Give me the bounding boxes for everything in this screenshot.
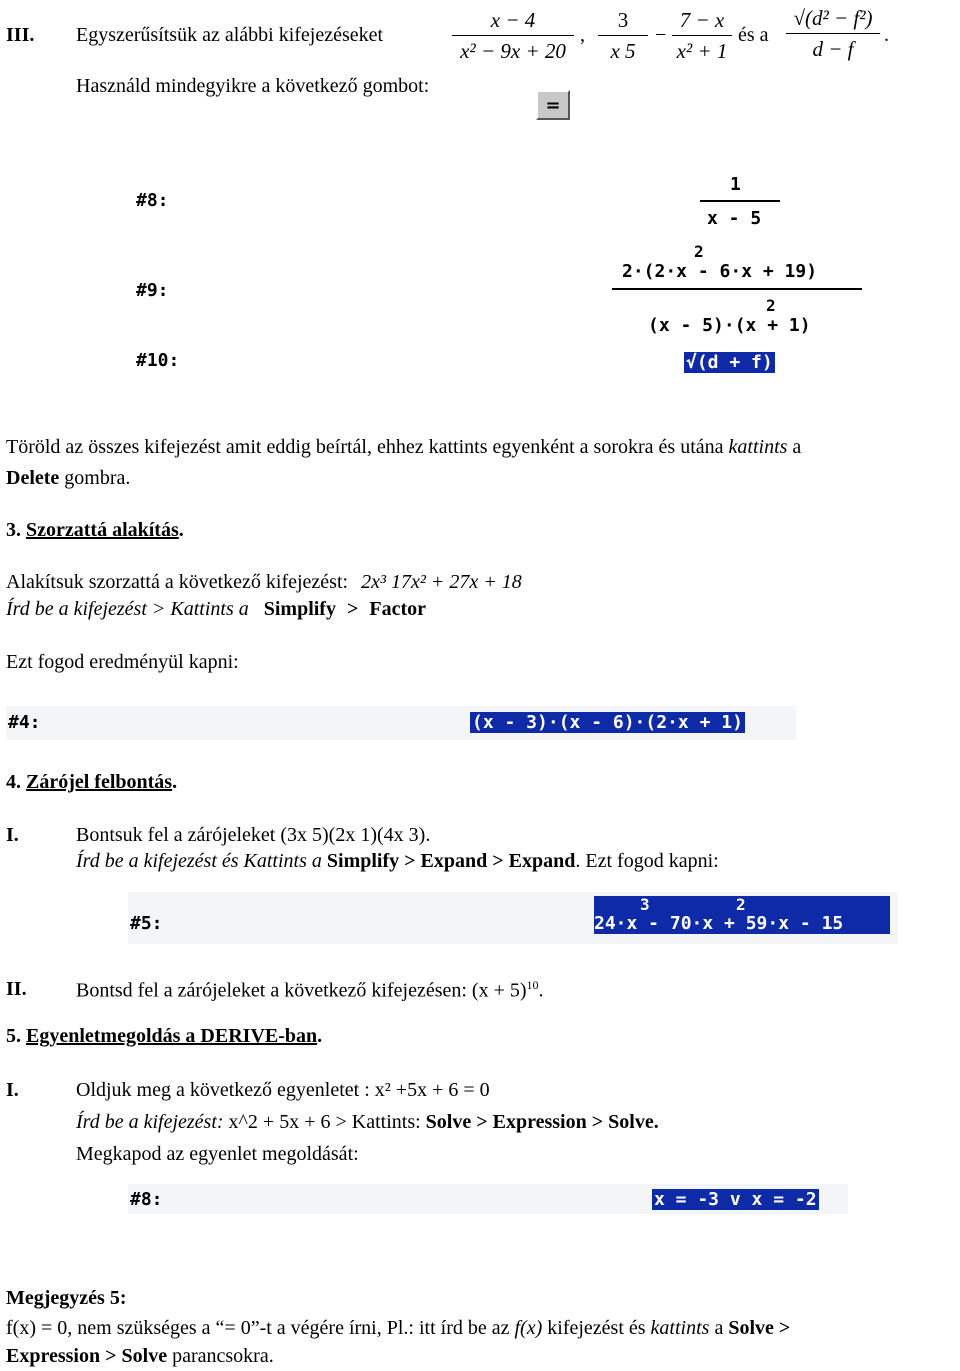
solve-result-label: #8: [130, 1189, 163, 1210]
expand-instruction: Írd be a kifejezést és Kattints a [76, 850, 322, 872]
note-expression: Expression [6, 1345, 101, 1367]
derive-line-label-9: #9: [136, 280, 169, 301]
derive9-exponent-1: 2 [694, 242, 704, 261]
solve-item-number: I. [6, 1079, 19, 1101]
solve-expr: x^2 + 5x + 6 > Kattints: [228, 1111, 421, 1133]
fraction-2-denominator: x 5 [610, 39, 636, 63]
factor-line-1 [6, 571, 522, 594]
delete-rest: gombra. [64, 467, 131, 489]
solve-solve-2: Solve. [608, 1111, 659, 1133]
expand-item-ii [76, 978, 544, 1003]
note-title: Megjegyzés 5: [6, 1287, 127, 1309]
heading-expand-title: Zárójel felbontás [26, 771, 173, 793]
solve-gt-1: > [476, 1111, 488, 1133]
section-heading-factor [6, 519, 184, 542]
derive8-numerator: 1 [730, 174, 741, 195]
expand-item-number: I. [6, 824, 19, 846]
factor-gt: > [346, 598, 359, 620]
expand-result-label: #5: [130, 913, 163, 934]
solve-gt-2: > [591, 1111, 604, 1133]
note-fx: f(x) [514, 1317, 543, 1339]
fraction-2 [598, 8, 648, 63]
derive-line-label-8: #8: [136, 190, 169, 211]
solve-solve: Solve [425, 1111, 472, 1133]
simplify-equals-button[interactable]: = [536, 90, 570, 120]
expand-line-1: Bontsuk fel a zárójeleket (3x 5)(2x 1)(4x 3). [76, 824, 431, 846]
heading-factor-dot: . [178, 519, 184, 541]
fraction-1 [452, 8, 574, 63]
heading-expand-number: 4. [6, 771, 21, 793]
note-tail: parancsokra. [172, 1345, 274, 1367]
minus-sign: − [655, 24, 667, 46]
note-line-1 [6, 1317, 790, 1340]
factor-intro: Alakítsuk szorzattá a következő kifejezést: [6, 571, 349, 593]
heading-expand-dot: . [172, 771, 178, 793]
solve-instruction: Írd be a kifejezést: [76, 1111, 224, 1133]
expand-gt-1: > [404, 850, 416, 872]
note-text-b: kifejezést és [547, 1317, 646, 1339]
fraction-4-denominator: d − f [812, 37, 854, 61]
note-gt-1: > [778, 1317, 791, 1339]
factor-simplify: Simplify [263, 598, 336, 620]
comma: , [580, 24, 585, 46]
expand-line-2 [76, 850, 719, 873]
fraction-1-numerator: x − 4 [490, 8, 536, 32]
instruction-line: Használd mindegyikre a következő gombot: [76, 75, 430, 97]
expand-rest: . Ezt fogod kapni: [575, 850, 719, 872]
heading-solve-number: 5. [6, 1025, 21, 1047]
derive8-fraction-bar [700, 200, 780, 202]
expand-expand-2: Expand [508, 850, 576, 872]
derive9-numerator: 2·(2·x - 6·x + 19) [622, 261, 818, 282]
fraction-4-numerator: √(d² − f²) [793, 6, 873, 30]
expand-result-exp1: 3 [640, 895, 650, 914]
note-solve-2: Solve [121, 1345, 168, 1367]
factor-line-3: Ezt fogod eredményül kapni: [6, 651, 239, 673]
delete-a: a [792, 436, 802, 458]
delete-line-2 [6, 467, 130, 490]
heading-factor-number: 3. [6, 519, 21, 541]
heading-factor-title: Szorzattá alakítás [26, 519, 179, 541]
solve-expression: Expression [492, 1111, 587, 1133]
factor-result [470, 712, 745, 733]
delete-text: Töröld az összes kifejezést amit eddig beírtál, ehhez kattints egyenként a sorokra és utána [6, 436, 724, 458]
note-solve: Solve [728, 1317, 774, 1339]
section-heading-solve [6, 1025, 322, 1048]
expand-result-value: 24·x - 70·x + 59·x - 15 [594, 913, 844, 934]
solve-result-highlight[interactable]: x = -3 v x = -2 [654, 1189, 817, 1210]
expand-ii-exponent: 10 [526, 978, 539, 992]
period: . [884, 24, 889, 46]
solve-line-1: Oldjuk meg a következő egyenletet : x² +5x + 6 = 0 [76, 1079, 490, 1101]
intro-text: Egyszerűsítsük az alábbi kifejezéseket [76, 24, 384, 46]
note-line-2 [6, 1345, 274, 1368]
solve-line-2 [76, 1111, 659, 1134]
derive-line-label-10: #10: [136, 350, 180, 371]
note-gt-2: > [105, 1345, 117, 1367]
factor-factor: Factor [369, 598, 427, 620]
fraction-4 [786, 6, 880, 61]
derive10-highlight[interactable]: √(d + f) [686, 352, 773, 373]
factor-result-highlight[interactable]: (x - 3)·(x - 6)·(2·x + 1) [472, 712, 743, 733]
fraction-3-numerator: 7 − x [679, 8, 725, 32]
expand-ii-text: Bontsd fel a zárójeleket a következő kifejezésen: (x + 5) [76, 979, 527, 1002]
solve-result [652, 1189, 819, 1210]
note-kattints: kattints [650, 1317, 710, 1339]
fraction-1-denominator: x² − 9x + 20 [460, 39, 566, 63]
expand-expand-1: Expand [420, 850, 488, 872]
fraction-2-numerator: 3 [617, 8, 629, 32]
section-heading-expand [6, 771, 177, 794]
fraction-3 [672, 8, 732, 63]
delete-kattints: kattints [728, 436, 788, 458]
expand-gt-2: > [492, 850, 504, 872]
fraction-3-denominator: x² + 1 [676, 39, 728, 63]
expand-result-exp2: 2 [736, 895, 746, 914]
note-a: a [714, 1317, 724, 1339]
factor-result-label: #4: [8, 712, 41, 733]
expand-simplify: Simplify [326, 850, 400, 872]
delete-bold: Delete [6, 467, 60, 489]
factor-line-2 [6, 598, 426, 621]
solve-line-3: Megkapod az egyenlet megoldását: [76, 1143, 359, 1165]
es-a-text: és a [738, 24, 769, 46]
derive9-denominator: (x - 5)·(x + 1) [648, 315, 811, 336]
derive9-exponent-2: 2 [766, 296, 776, 315]
expand-ii-dot: . [538, 979, 544, 1002]
derive10-result [684, 352, 775, 373]
factor-expression: 2x³ 17x² + 27x + 18 [361, 571, 522, 593]
heading-solve-dot: . [317, 1025, 323, 1047]
derive8-denominator: x - 5 [707, 208, 762, 229]
expand-item-ii-number: II. [6, 978, 27, 1000]
section-number: III. [6, 24, 35, 46]
heading-solve-title: Egyenletmegoldás a DERIVE-ban [26, 1025, 318, 1047]
delete-instruction [6, 436, 801, 459]
note-text: f(x) = 0, nem szükséges a “= 0”-t a végére írni, Pl.: itt írd be az [6, 1317, 510, 1339]
derive9-fraction-bar [612, 288, 862, 290]
factor-instruction: Írd be a kifejezést > Kattints a [6, 598, 249, 620]
